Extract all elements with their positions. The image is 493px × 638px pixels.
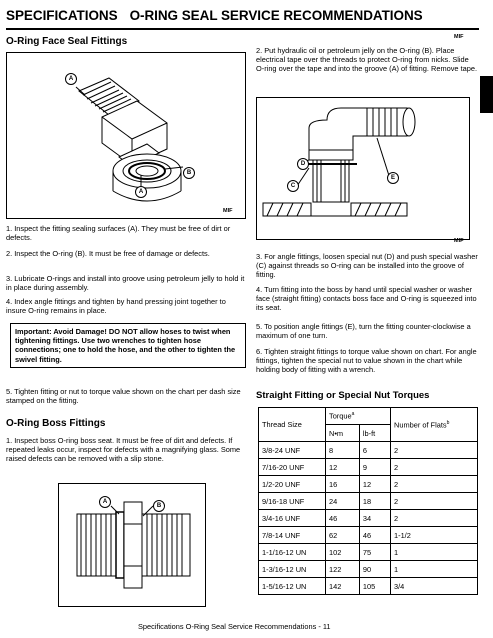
cell-torque-lbft: 90 [359,561,390,578]
cell-torque-nm: 102 [326,544,360,561]
cell-thread-size: 3/8-24 UNF [259,442,326,459]
face-seal-fitting-drawing [7,53,245,218]
table-row [259,510,478,527]
cell-thread-size: 7/8-14 UNF [259,527,326,544]
table-row [259,544,478,561]
table-row [259,578,478,595]
page-title [6,8,423,23]
cell-thread-size: 1-1/16-12 UN [259,544,326,561]
torque-table-heading: Straight Fitting or Special Nut Torques [256,390,430,401]
callout-d: D [297,158,309,170]
col-nm: N•m [326,425,360,442]
boss-step-2: 2. Put hydraulic oil or petroleum jelly on the O-ring (B). Place electrical tape over the threads to protect O-ring from nicks. Slide O-ring over the tape and into the groove (A) of fitting. Remove tape. [256,46,478,74]
boss-step-6: 6. Tighten straight fittings to torque value shown on chart. For angle fittings, tighten the special nut to value shown in the chart while holding body of fitting with a wrench. [256,347,477,375]
callout-a: A [99,496,111,508]
col-number-of-flats: Number of Flats$^b$ [391,408,478,442]
table-row [259,493,478,510]
boss-fittings-heading: O-Ring Boss Fittings [6,418,106,429]
callout-b: B [153,500,165,512]
table-row [259,527,478,544]
cell-torque-nm: 24 [326,493,360,510]
cell-torque-nm: 142 [326,578,360,595]
section-tab-marker [480,76,493,113]
figure-tag-top: MIF [454,34,464,40]
col-lbft: lb-ft [359,425,390,442]
figure-angle-fitting [256,97,470,240]
cell-torque-lbft: 9 [359,459,390,476]
cell-torque-lbft: 34 [359,510,390,527]
cell-torque-lbft: 6 [359,442,390,459]
cell-flats: 2 [391,459,478,476]
page-footer: Specifications O-Ring Seal Service Recommendations - 11 [138,622,331,631]
callout-a-bottom: A [135,186,147,198]
cell-flats: 3/4 [391,578,478,595]
cell-flats: 1 [391,561,478,578]
important-warning-box: Important: Avoid Damage! DO NOT allow hoses to twist when tightening fittings. Use two wrenches to tighten hose connections; one to hold the hose, and the other to tighten the swivel fitting. [10,323,246,368]
cell-torque-nm: 12 [326,459,360,476]
angle-fitting-drawing [257,98,469,239]
boss-step-5: 5. To position angle fittings (E), turn the fitting counter-clockwise a maximum of one turn. [256,322,471,341]
cell-torque-lbft: 46 [359,527,390,544]
cell-thread-size: 7/16-20 UNF [259,459,326,476]
table-row [259,442,478,459]
cell-thread-size: 1-3/16-12 UN [259,561,326,578]
table-row [259,459,478,476]
cell-torque-nm: 62 [326,527,360,544]
cell-flats: 1-1/2 [391,527,478,544]
cell-torque-nm: 46 [326,510,360,527]
cell-torque-lbft: 18 [359,493,390,510]
cell-thread-size: 9/16-18 UNF [259,493,326,510]
title-oring: O-RING SEAL SERVICE RECOMMENDATIONS [129,8,423,23]
face-seal-step-2: 2. Inspect the O-ring (B). It must be free of damage or defects. [6,249,210,258]
callout-a-top: A [65,73,77,85]
boss-step-4: 4. Turn fitting into the boss by hand until special washer or washer face (straight fitting) contacts boss face and O-ring is squeezed into its seat. [256,285,477,313]
cell-torque-nm: 122 [326,561,360,578]
cell-torque-nm: 16 [326,476,360,493]
header-rule [6,28,479,30]
boss-step-3: 3. For angle fittings, loosen special nut (D) and push special washer (C) against threads so O-ring can be installed into the groove of fitting. [256,252,478,280]
face-seal-step-4: 4. Index angle fittings and tighten by hand pressing joint together to insure O-ring remains in place. [6,297,226,316]
table-row [259,476,478,493]
callout-c: C [287,180,299,192]
title-specifications: SPECIFICATIONS [6,8,118,23]
face-seal-step-5: 5. Tighten fitting or nut to torque value shown on the chart per dash size stamped on the fitting. [6,387,241,406]
face-seal-heading: O-Ring Face Seal Fittings [6,36,128,47]
cell-thread-size: 1/2-20 UNF [259,476,326,493]
cell-thread-size: 3/4-16 UNF [259,510,326,527]
cell-torque-lbft: 75 [359,544,390,561]
figure-face-seal-fitting [6,52,246,219]
table-row [259,561,478,578]
callout-e: E [387,172,399,184]
figure-tag-bottom: MIF [454,238,464,244]
cell-thread-size: 1-5/16-12 UN [259,578,326,595]
callout-b: B [183,167,195,179]
face-seal-step-3: 3. Lubricate O-rings and install into groove using petroleum jelly to hold it in place during assembly. [6,274,245,293]
face-seal-step-1: 1. Inspect the fitting sealing surfaces (A). They must be free of dirt or defects. [6,224,231,243]
figure-boss-fitting [58,483,206,607]
cell-flats: 2 [391,493,478,510]
figure-tag: MIF [223,208,233,214]
cell-torque-lbft: 12 [359,476,390,493]
torque-table [258,407,478,595]
cell-torque-nm: 8 [326,442,360,459]
cell-flats: 2 [391,510,478,527]
col-torque: Torque$^a$ [326,408,391,425]
col-thread-size: Thread Size [259,408,326,442]
boss-step-1: 1. Inspect boss O-ring boss seat. It must be free of dirt and defects. If repeated leaks occur, inspect for defects with a magnifying glass. Some raised defects can be removed with a slip stone. [6,436,241,464]
cell-flats: 2 [391,442,478,459]
cell-torque-lbft: 105 [359,578,390,595]
boss-fitting-drawing [59,484,205,606]
cell-flats: 1 [391,544,478,561]
cell-flats: 2 [391,476,478,493]
